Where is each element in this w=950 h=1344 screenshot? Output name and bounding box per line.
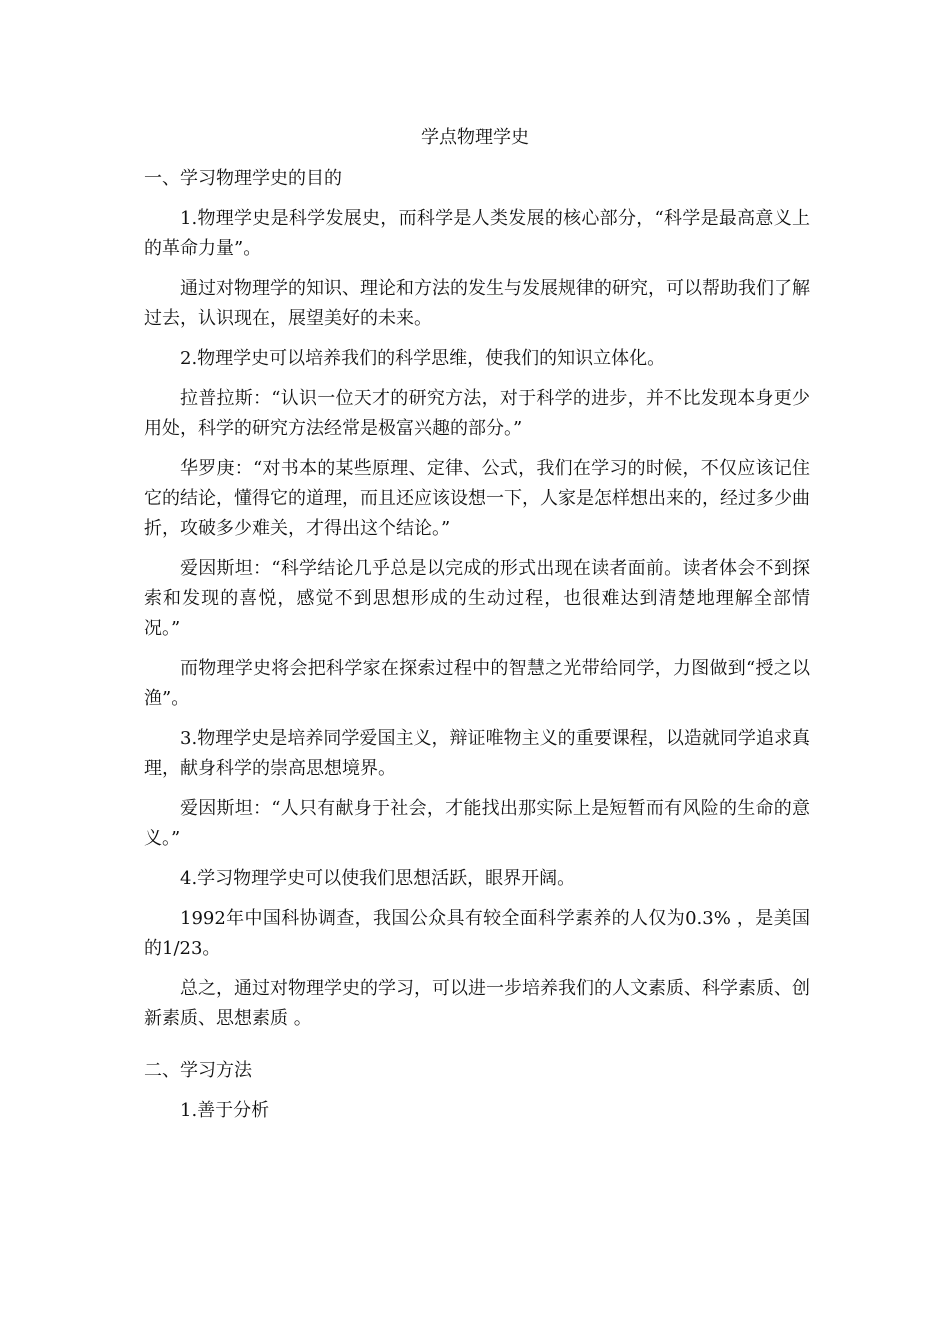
section-heading-methods: 二、学习方法 xyxy=(144,1060,252,1081)
section-heading-purpose: 一、学习物理学史的目的 xyxy=(144,168,342,189)
paragraph: 通过对物理学的知识、理论和方法的发生与发展规律的研究，可以帮助我们了解过去，认识现在，展望美好的未来。 xyxy=(144,278,810,329)
quote-paragraph: 爱因斯坦：“科学结论几乎总是以完成的形式出现在读者面前。读者体会不到探索和发现的喜悦，感觉不到思想形成的生动过程，也很难达到清楚地理解全部情况。” xyxy=(144,558,810,639)
paragraph: 2.物理学史可以培养我们的科学思维，使我们的知识立体化。 xyxy=(180,348,666,369)
paragraph: 1.善于分析 xyxy=(180,1100,270,1121)
paragraph: 1.物理学史是科学发展史，而科学是人类发展的核心部分，“科学是最高意义上的革命力量”。 xyxy=(144,208,810,259)
document-body xyxy=(144,164,810,1136)
paragraph: 而物理学史将会把科学家在探索过程中的智慧之光带给同学，力图做到“授之以渔”。 xyxy=(144,658,810,709)
paragraph: 总之，通过对物理学史的学习，可以进一步培养我们的人文素质、科学素质、创新素质、思想素质 。 xyxy=(144,978,810,1029)
quote-paragraph: 拉普拉斯：“认识一位天才的研究方法，对于科学的进步，并不比发现本身更少用处，科学的研究方法经常是极富兴趣的部分。” xyxy=(144,388,810,439)
paragraph: 3.物理学史是培养同学爱国主义，辩证唯物主义的重要课程，以造就同学追求真理，献身科学的崇高思想境界。 xyxy=(144,728,810,779)
document-title: 学点物理学史 xyxy=(421,127,529,148)
paragraph: 1992年中国科协调查，我国公众具有较全面科学素养的人仅为0.3% ，是美国的1/23。 xyxy=(144,908,810,959)
quote-paragraph: 爱因斯坦：“人只有献身于社会，才能找出那实际上是短暂而有风险的生命的意义。” xyxy=(144,798,810,849)
quote-paragraph: 华罗庚：“对书本的某些原理、定律、公式，我们在学习的时候，不仅应该记住它的结论，懂得它的道理，而且还应该设想一下，人家是怎样想出来的，经过多少曲折，攻破多少难关，才得出这个结论。” xyxy=(144,458,810,539)
paragraph: 4.学习物理学史可以使我们思想活跃，眼界开阔。 xyxy=(180,868,576,889)
